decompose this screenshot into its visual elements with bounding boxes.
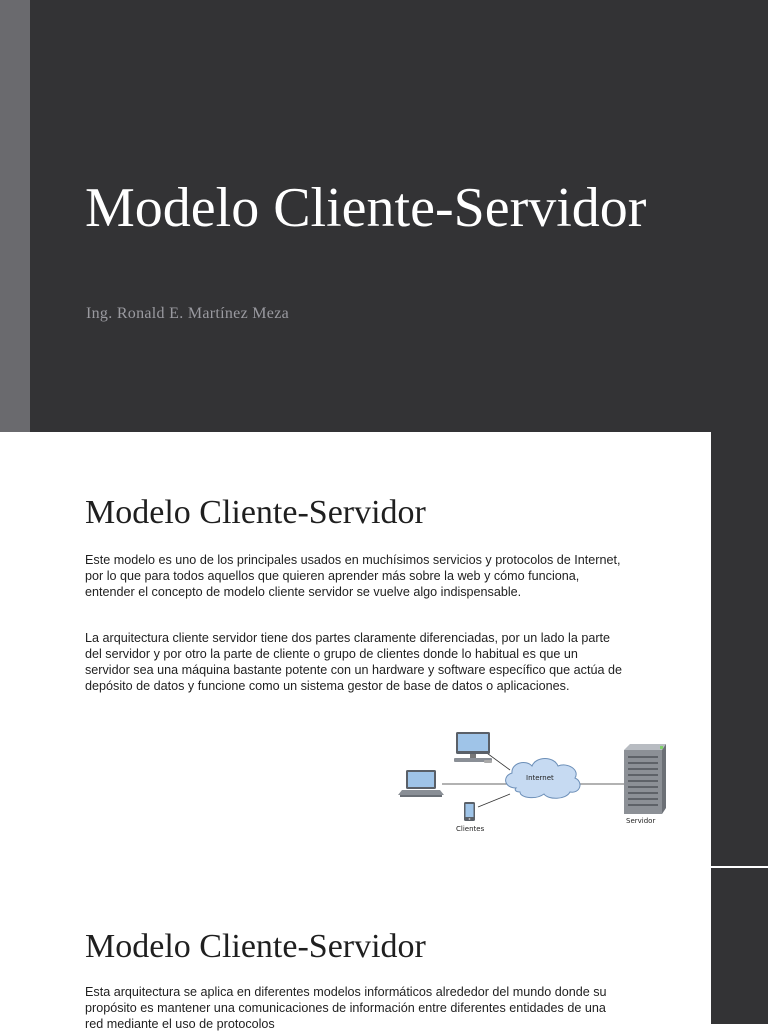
presentation-author: Ing. Ronald E. Martínez Meza xyxy=(86,305,290,322)
slide-title: Modelo Cliente-Servidor xyxy=(85,928,426,965)
title-slide xyxy=(0,0,768,432)
content-slide-1 xyxy=(0,432,768,866)
slide-paragraph: La arquitectura cliente servidor tiene dos partes claramente diferenciadas, por un lado la parte del servidor y por otro la parte de cliente o grupo de clientes donde lo habitual es que un servidor sea una máquina bastante potente con un hardware y software específico que actúa de depósito de datos y funcione como un sistema gestor de base de datos o aplicaciones. xyxy=(85,631,622,693)
phone-icon xyxy=(464,802,475,821)
right-accent-bar xyxy=(711,868,768,1024)
right-accent-bar xyxy=(711,432,768,866)
desktop-computer-icon xyxy=(454,732,492,763)
clients-label: Clientes xyxy=(456,825,485,833)
presentation-title: Modelo Cliente-Servidor xyxy=(85,177,647,239)
client-server-diagram xyxy=(398,722,666,842)
slide-paragraph: Esta arquitectura se aplica en diferentes modelos informáticos alrededor del mundo donde su propósito es mantener una comunicaciones de información entre diferentes entidades de una red mediante el uso de protocolos xyxy=(85,985,607,1031)
server-label: Servidor xyxy=(626,817,656,825)
left-accent-bar xyxy=(0,0,30,432)
slide-paragraph: Este modelo es uno de los principales usados en muchísimos servicios y protocolos de Internet, por lo que para todos aquellos que quieren aprender más sobre la web y cómo funciona, entender el concepto de modelo cliente servidor se vuelve algo indispensable. xyxy=(85,553,621,599)
server-icon xyxy=(624,744,666,814)
internet-label: Internet xyxy=(526,774,554,782)
slide-title: Modelo Cliente-Servidor xyxy=(85,494,426,531)
content-slide-2 xyxy=(0,866,768,1031)
laptop-icon xyxy=(398,770,444,797)
